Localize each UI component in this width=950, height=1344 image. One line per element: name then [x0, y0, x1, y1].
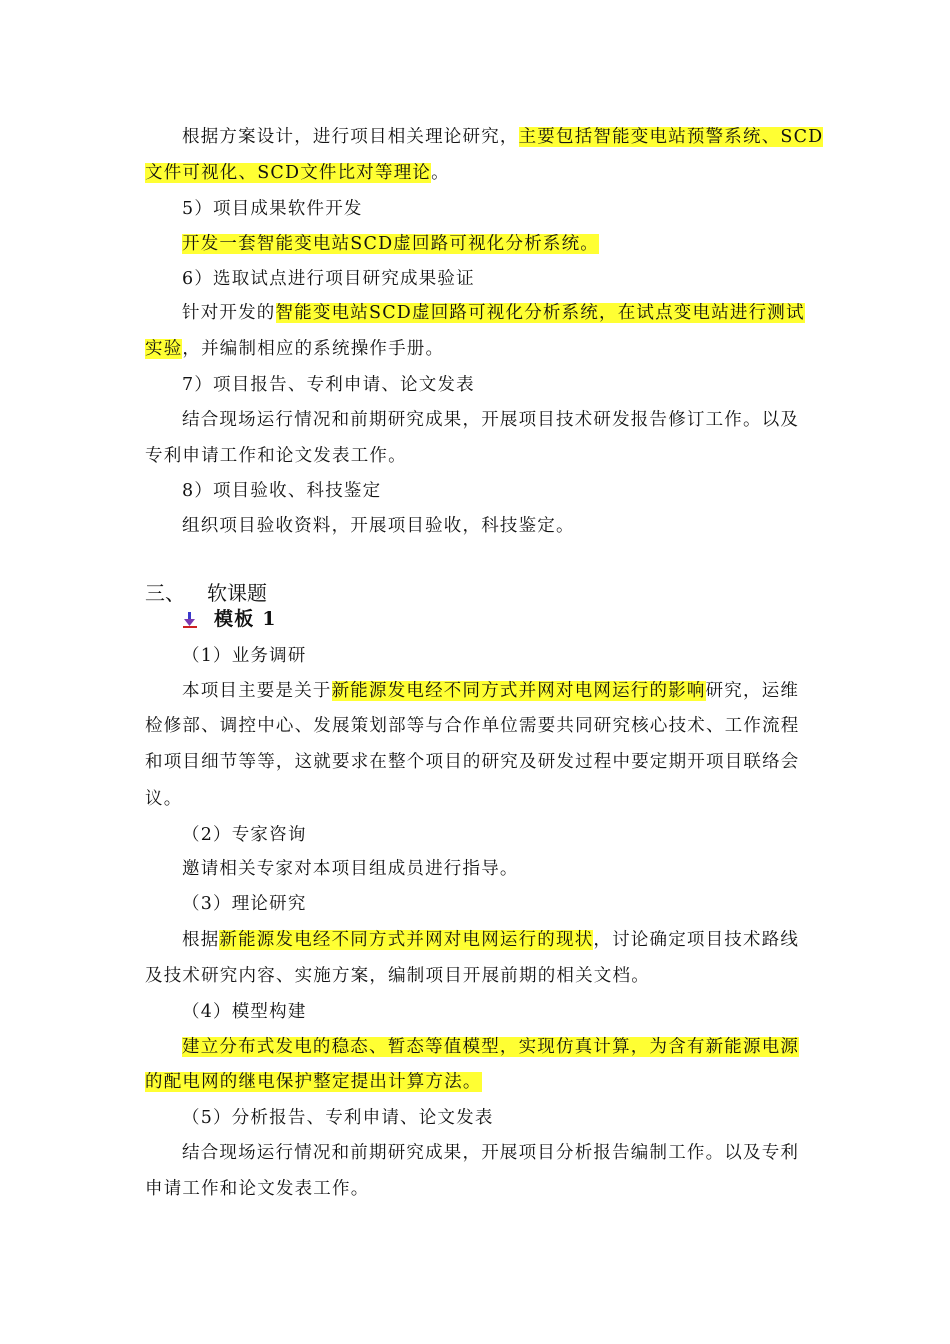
- paragraph-line: [182, 300, 852, 326]
- paragraph-line: 专利申请工作和论文发表工作。: [145, 446, 407, 466]
- text: 本项目主要是关于: [182, 681, 332, 701]
- item-title: 7）项目报告、专利申请、论文发表: [182, 375, 475, 395]
- section-number: 三、: [145, 581, 185, 605]
- highlighted-text: 实验: [145, 339, 183, 359]
- text: 针对开发的: [182, 303, 276, 323]
- paragraph-line: 及技术研究内容、实施方案，编制项目开展前期的相关文档。: [145, 966, 650, 986]
- paragraph-line: 申请工作和论文发表工作。: [145, 1179, 370, 1199]
- paragraph-line: 检修部、调控中心、发展策划部等与合作单位需要共同研究核心技术、工作流程: [145, 716, 800, 736]
- text: 研究，运维: [705, 681, 800, 701]
- paragraph-line: [182, 231, 852, 257]
- paragraph-line: 邀请相关专家对本项目组成员进行指导。: [182, 859, 519, 879]
- text: ，讨论确定项目技术路线: [593, 930, 800, 950]
- paragraph-line: [145, 1069, 815, 1095]
- paragraph-line: [145, 160, 815, 186]
- paragraph-line: 议。: [145, 789, 183, 809]
- paragraph-line: 结合现场运行情况和前期研究成果，开展项目技术研发报告修订工作。以及: [182, 410, 800, 430]
- highlighted-text: 新能源发电经不同方式并网对电网运行的影响: [331, 681, 706, 701]
- paragraph-line: [182, 124, 852, 150]
- subsection-title: （2）专家咨询: [182, 825, 307, 845]
- section-title: 软课题: [207, 581, 267, 605]
- text: ，并编制相应的系统操作手册。: [182, 339, 445, 359]
- paragraph-line: [182, 678, 852, 704]
- item-title: 8）项目验收、科技鉴定: [182, 481, 382, 501]
- text: 。: [431, 163, 450, 183]
- text: 根据: [182, 930, 220, 950]
- paragraph-line: [182, 927, 852, 953]
- highlighted-text: 建立分布式发电的稳态、暂态等值模型，实现仿真计算，为含有新能源电源: [182, 1037, 800, 1057]
- paragraph-line: 结合现场运行情况和前期研究成果，开展项目分析报告编制工作。以及专利: [182, 1143, 800, 1163]
- highlighted-text: 文件可视化、SCD文件比对等理论: [145, 163, 432, 183]
- subsection-title: （3）理论研究: [182, 894, 307, 914]
- highlighted-text: 主要包括智能变电站预警系统、SCD: [518, 127, 824, 147]
- subsection-title: （4）模型构建: [182, 1002, 307, 1022]
- item-title: 5）项目成果软件开发: [182, 199, 363, 219]
- template-title: 模板 1: [214, 608, 277, 630]
- paragraph-line: 和项目细节等等，这就要求在整个项目的研究及研发过程中要定期开项目联络会: [145, 752, 800, 772]
- paragraph-line: [145, 336, 815, 362]
- highlighted-text: 开发一套智能变电站SCD虚回路可视化分析系统。: [182, 234, 600, 254]
- highlighted-text: 智能变电站SCD虚回路可视化分析系统，在试点变电站进行测试: [275, 303, 805, 323]
- subsection-title: （5）分析报告、专利申请、论文发表: [182, 1108, 494, 1128]
- text: 根据方案设计，进行项目相关理论研究，: [182, 127, 519, 147]
- highlighted-text: 新能源发电经不同方式并网对电网运行的现状: [219, 930, 594, 950]
- arrow-bullet-icon: [182, 611, 198, 629]
- item-title: 6）选取试点进行项目研究成果验证: [182, 269, 475, 289]
- paragraph-line: 组织项目验收资料，开展项目验收，科技鉴定。: [182, 516, 575, 536]
- highlighted-text: 的配电网的继电保护整定提出计算方法。: [145, 1072, 482, 1092]
- subsection-title: （1）业务调研: [182, 646, 307, 666]
- section-heading: [145, 580, 815, 606]
- paragraph-line: [182, 1034, 852, 1060]
